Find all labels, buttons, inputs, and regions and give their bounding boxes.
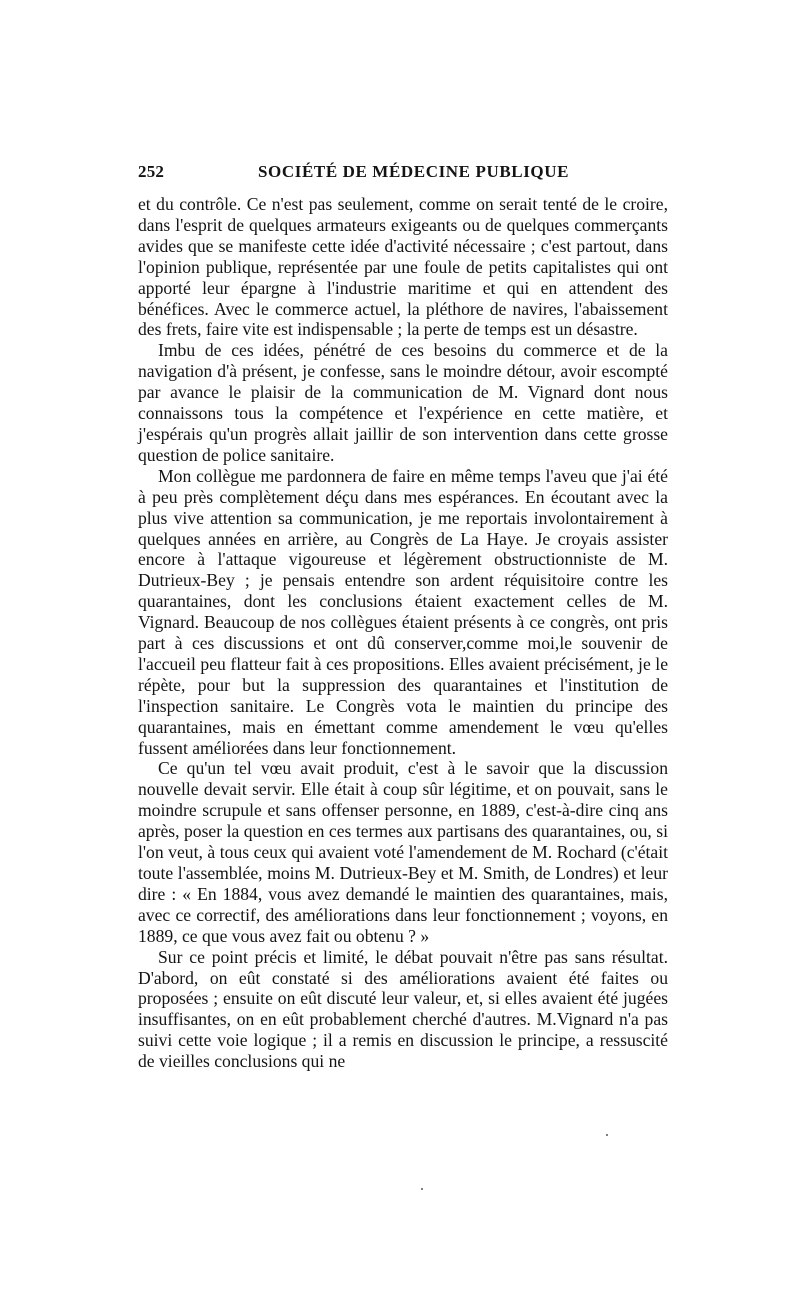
scan-speck [421, 1188, 423, 1190]
running-title: SOCIÉTÉ DE MÉDECINE PUBLIQUE [258, 162, 570, 181]
paragraph: Mon collègue me pardonnera de faire en même temps l'aveu que j'ai été à peu près complètement déçu dans mes espérances. En écoutant avec la plus vive attention sa communication, je me reportais involontairement à quelques années en arrière, au Congrès de La Haye. Je croyais assister encore à l'attaque vigoureuse et légèrement obstructionniste de M. Dutrieux-Bey ; je pensais entendre son ardent réquisitoire contre les quarantaines, dont les conclusions étaient exactement celles de M. Vignard. Beaucoup de nos collègues étaient présents à ce congrès, ont pris part à ces discussions et ont dû conserver,comme moi,le souvenir de l'accueil peu flatteur fait à ces propositions. Elles avaient précisément, je le répète, pour but la suppression des quarantaines et l'institution de l'inspection sanitaire. Le Congrès vota le maintien du principe des quarantaines, mais en émettant comme amendement le vœu qu'elles fussent améliorées dans leur fonctionnement. [138, 465, 668, 758]
book-page [138, 160, 668, 1072]
paragraph-continuation: et du contrôle. Ce n'est pas seulement, comme on serait tenté de le croire, dans l'esprit de quelques armateurs exigeants ou de quelques commerçants avides que se manifeste cette idée d'activité nécessaire ; c'est partout, dans l'opinion publique, représentée par une foule de petits capitalistes qui ont apporté leur épargne à l'industrie maritime et qui en attendent des bénéfices. Avec le commerce actuel, la pléthore de navires, l'abaissement des frets, faire vite est indispensable ; la perte de temps est un désastre. [138, 194, 668, 340]
paragraph: Imbu de ces idées, pénétré de ces besoins du commerce et de la navigation d'à présent, je confesse, sans le moindre détour, avoir escompté par avance le plaisir de la communication de M. Vignard dont nous connaissons tous la compétence et l'expérience en cette matière, et j'espérais qu'un progrès allait jaillir de son intervention dans cette grosse question de police sanitaire. [138, 340, 668, 465]
paragraph: Ce qu'un tel vœu avait produit, c'est à le savoir que la discussion nouvelle devait servir. Elle était à coup sûr légitime, et on pouvait, sans le moindre scrupule et sans offenser personne, en 1889, c'est-à-dire cinq ans après, poser la question en ces termes aux partisans des quarantaines, ou, si l'on veut, à tous ceux qui avaient voté l'amendement de M. Rochard (c'était toute l'assemblée, moins M. Dutrieux-Bey et M. Smith, de Londres) et leur dire : « En 1884, vous avez demandé le maintien des quarantaines, mais, avec ce correctif, des améliorations dans leur fonctionnement ; voyons, en 1889, ce que vous avez fait ou obtenu ? » [138, 758, 668, 946]
scan-speck [606, 1134, 608, 1136]
paragraph: Sur ce point précis et limité, le débat pouvait n'être pas sans résultat. D'abord, on eût constaté si des améliorations avaient été faites ou proposées ; ensuite on eût discuté leur valeur, et, si elles avaient été jugées insuffisantes, on en eût probablement cherché d'autres. M.Vignard n'a pas suivi cette voie logique ; il a remis en discussion le principe, a ressuscité de vieilles conclusions qui ne [138, 946, 668, 1072]
page-number: 252 [138, 162, 165, 181]
body-text [138, 194, 668, 1072]
running-head [138, 160, 668, 184]
